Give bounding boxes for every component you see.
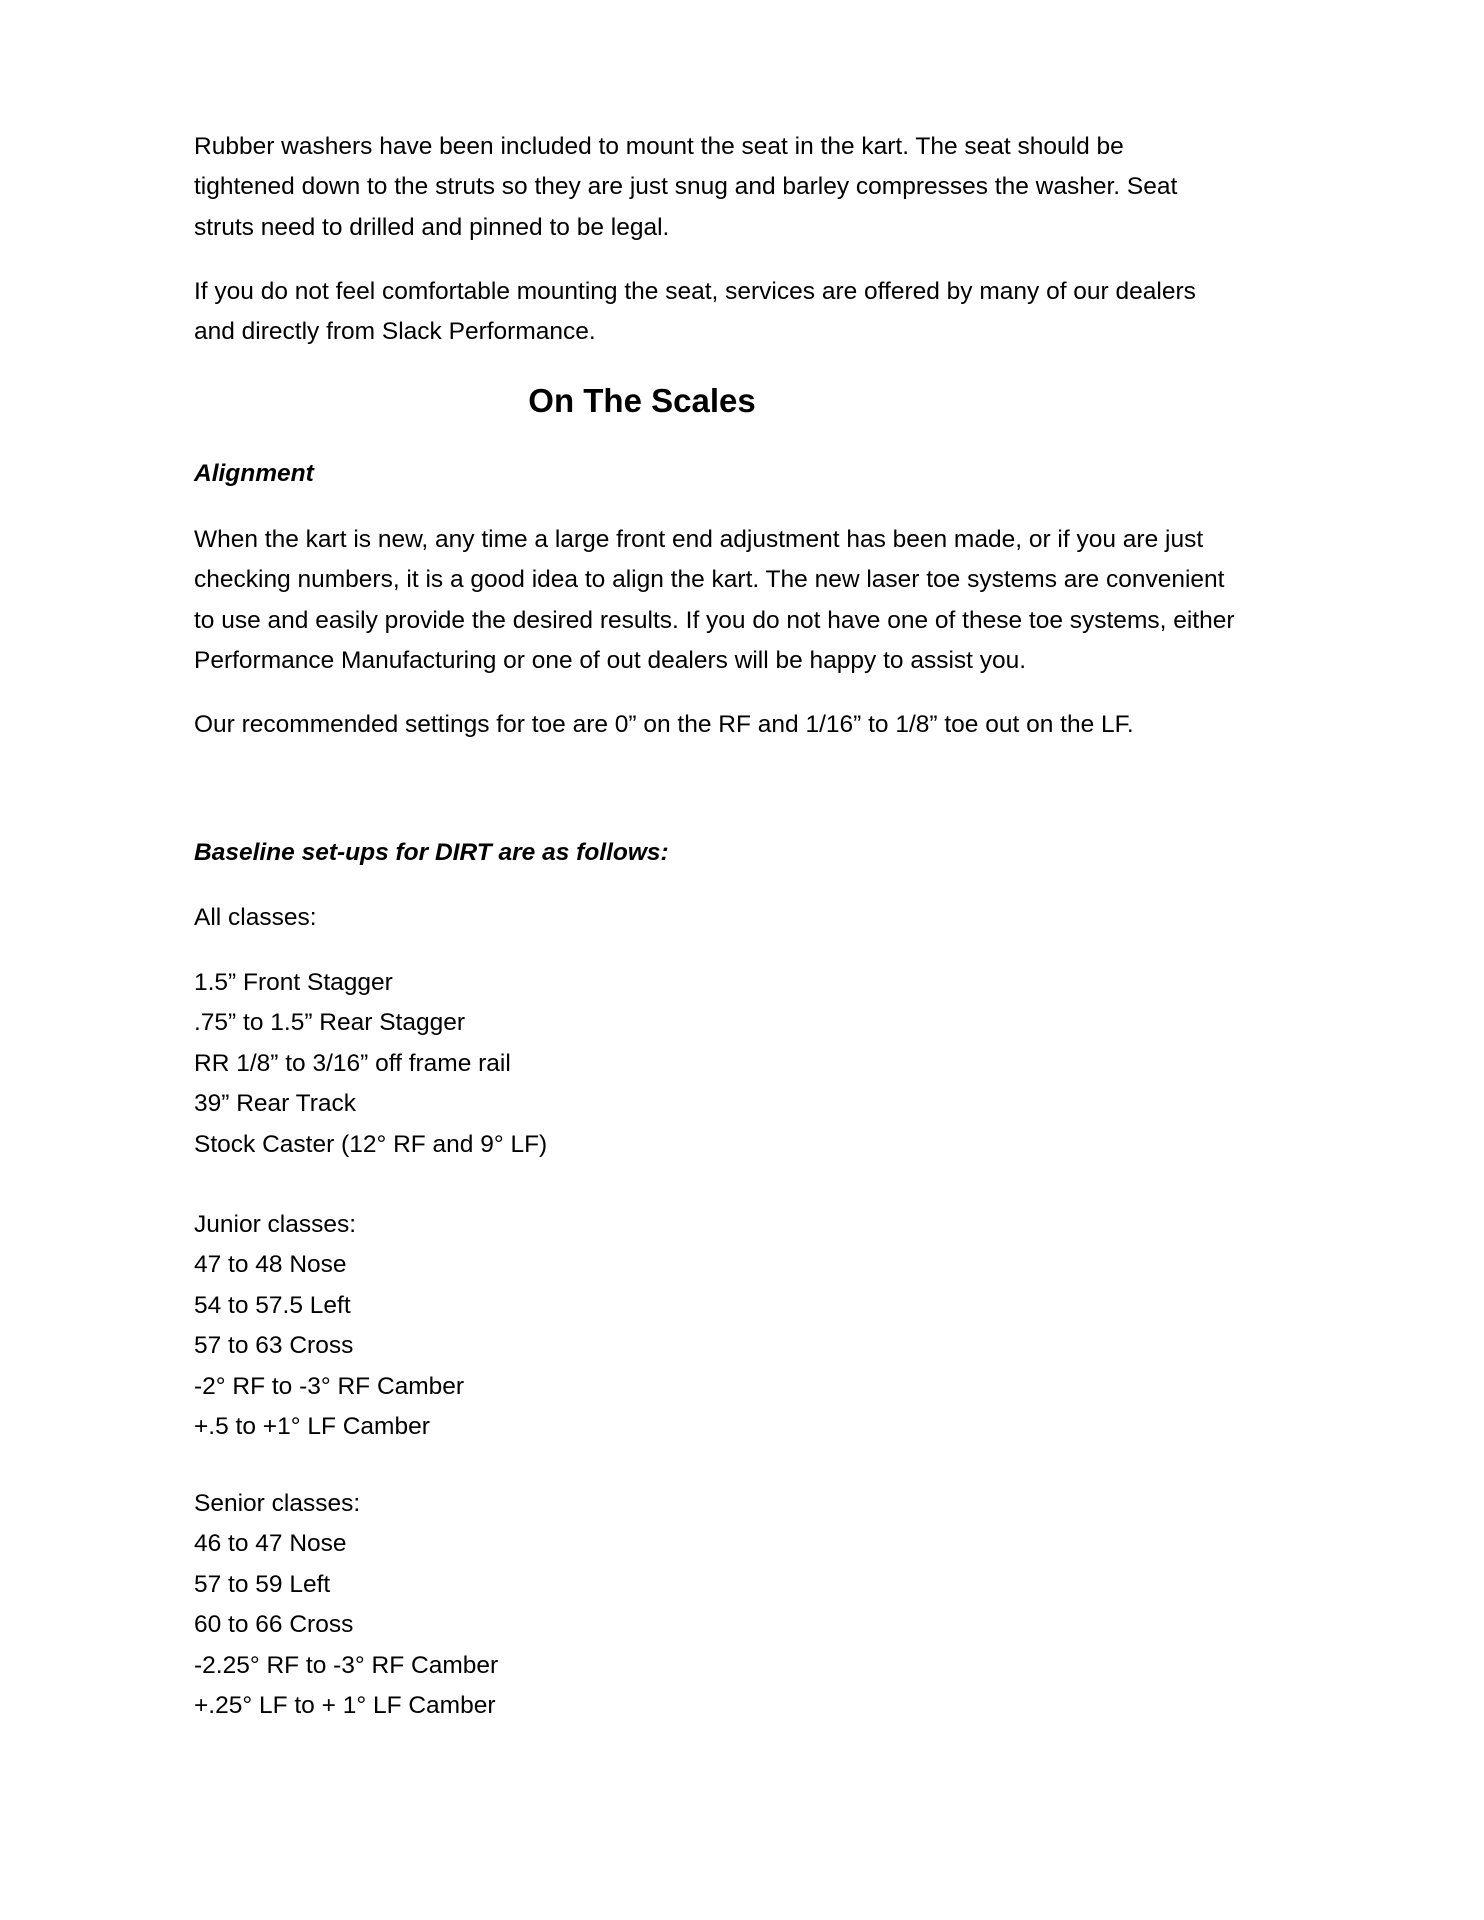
baseline-heading: Baseline set-ups for DIRT are as follows: <box>194 839 669 866</box>
toe-settings: Our recommended settings for toe are 0” on the RF and 1/16” to 1/8” toe out on the LF. <box>194 711 1134 738</box>
list-item: 60 to 66 Cross <box>194 1611 354 1639</box>
list-item: 47 to 48 Nose <box>194 1251 347 1279</box>
text-line: Rubber washers have been included to mount the seat in the kart. The seat should be <box>194 133 1124 160</box>
text-line: to use and easily provide the desired results. If you do not have one of these toe systems, either <box>194 606 1235 634</box>
list-item: 57 to 63 Cross <box>194 1332 354 1360</box>
text-line: If you do not feel comfortable mounting the seat, services are offered by many of our dealers <box>194 278 1196 305</box>
list-item: +.5 to +1° LF Camber <box>194 1412 430 1440</box>
text-line: and directly from Slack Performance. <box>194 318 596 346</box>
list-item: +.25° LF to + 1° LF Camber <box>194 1691 496 1719</box>
senior-classes-label: Senior classes: <box>194 1490 361 1517</box>
alignment-paragraph <box>194 520 1354 682</box>
junior-classes-label: Junior classes: <box>194 1211 357 1238</box>
all-classes-list <box>194 963 1354 1165</box>
section-title: On The Scales <box>528 382 756 419</box>
text-line: checking numbers, it is a good idea to align the kart. The new laser toe systems are convenient <box>194 566 1225 594</box>
junior-classes <box>194 1205 1354 1447</box>
senior-classes <box>194 1484 1354 1726</box>
list-item: -2° RF to -3° RF Camber <box>194 1372 465 1400</box>
list-item: -2.25° RF to -3° RF Camber <box>194 1651 499 1679</box>
list-item: 57 to 59 Left <box>194 1570 331 1598</box>
text-line: struts need to drilled and pinned to be legal. <box>194 213 670 241</box>
intro-paragraph-1 <box>194 127 1354 248</box>
alignment-heading: Alignment <box>194 460 314 487</box>
text-line: tightened down to the struts so they are just snug and barley compresses the washer. Seat <box>194 173 1178 201</box>
list-item: 46 to 47 Nose <box>194 1530 347 1558</box>
list-item: 54 to 57.5 Left <box>194 1291 351 1319</box>
list-item: 1.5” Front Stagger <box>194 969 393 996</box>
list-item: RR 1/8” to 3/16” off frame rail <box>194 1049 511 1077</box>
list-item: Stock Caster (12° RF and 9° LF) <box>194 1130 548 1158</box>
list-item: .75” to 1.5” Rear Stagger <box>194 1009 466 1037</box>
text-line: Performance Manufacturing or one of out dealers will be happy to assist you. <box>194 647 1027 675</box>
intro-paragraph-2 <box>194 272 1354 353</box>
all-classes-label: All classes: <box>194 904 317 931</box>
text-line: When the kart is new, any time a large front end adjustment has been made, or if you are just <box>194 526 1204 553</box>
list-item: 39” Rear Track <box>194 1090 357 1118</box>
